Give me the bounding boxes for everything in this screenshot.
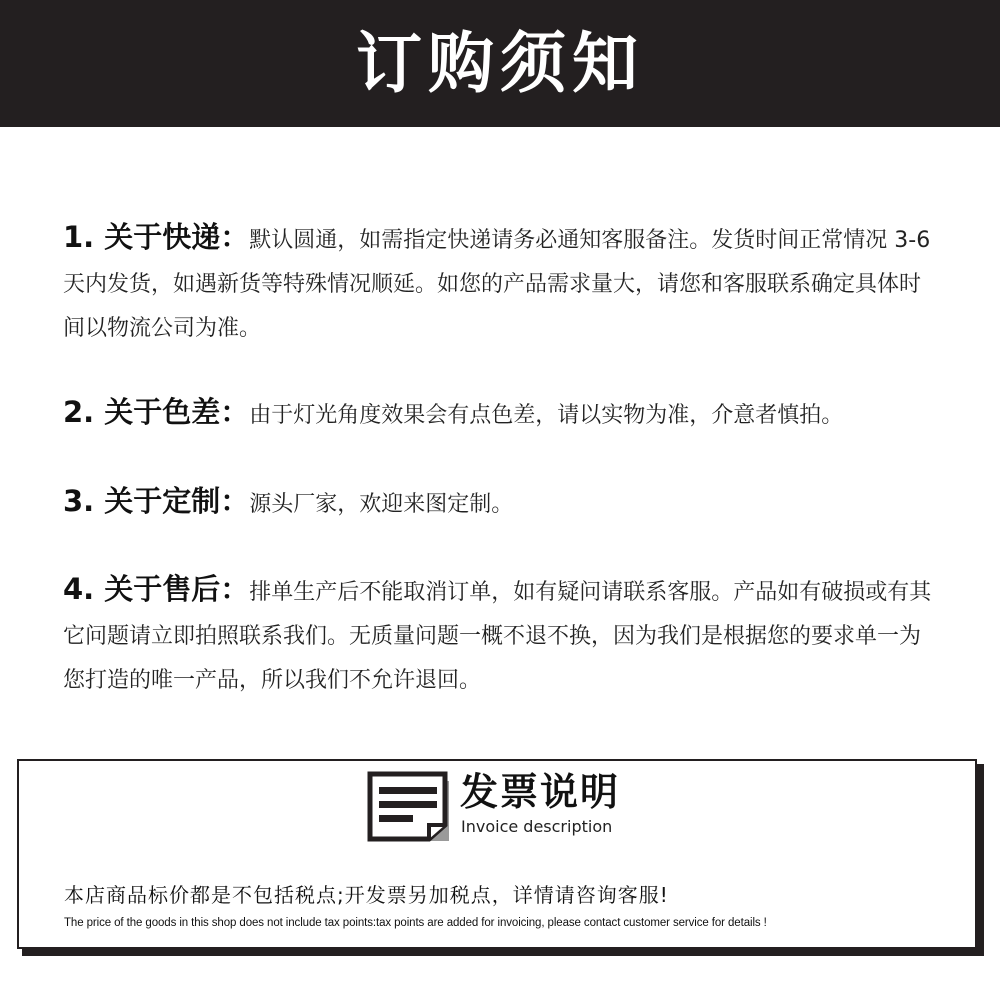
invoice-note-en: The price of the goods in this shop does not include tax points:tax points are added for invoicing, please contact customer service for details ! <box>64 917 767 929</box>
notice-shipping <box>63 215 933 351</box>
notice-heading: 3. 关于定制： <box>63 484 250 518</box>
header-banner <box>0 0 1000 127</box>
document-icon <box>365 771 455 846</box>
notice-customization <box>63 479 933 527</box>
notice-body: 排单生产后不能取消订单，如有疑问请联系客服。产品如有破损或有其它问题请立即拍照联系我们。无质量问题一概不退不换，因为我们是根据您的要求单一为您打造的唯一产品，所以我们不允许退回。 <box>63 580 932 693</box>
invoice-box <box>17 759 977 949</box>
notice-body: 默认圆通，如需指定快递请务必通知客服备注。发货时间正常情况 3-6 天内发货，如遇新货等特殊情况顺延。如您的产品需求量大，请您和客服联系确定具体时间以物流公司为准。 <box>63 228 931 341</box>
invoice-subtitle: Invoice description <box>461 817 613 836</box>
notice-body: 由于灯光角度效果会有点色差，请以实物为准，介意者慎拍。 <box>249 403 844 428</box>
notice-color-difference <box>63 390 933 438</box>
invoice-title: 发票说明 <box>460 770 621 814</box>
notice-body: 源头厂家，欢迎来图定制。 <box>249 492 514 517</box>
invoice-note-cn: 本店商品标价都是不包括税点;开发票另加税点，详情请咨询客服! <box>64 883 669 907</box>
notice-after-sales <box>63 567 933 703</box>
page-title: 订购须知 <box>356 24 644 102</box>
notice-heading: 1. 关于快递： <box>63 220 250 254</box>
notice-heading: 4. 关于售后： <box>63 572 250 606</box>
notice-heading: 2. 关于色差： <box>63 395 250 429</box>
